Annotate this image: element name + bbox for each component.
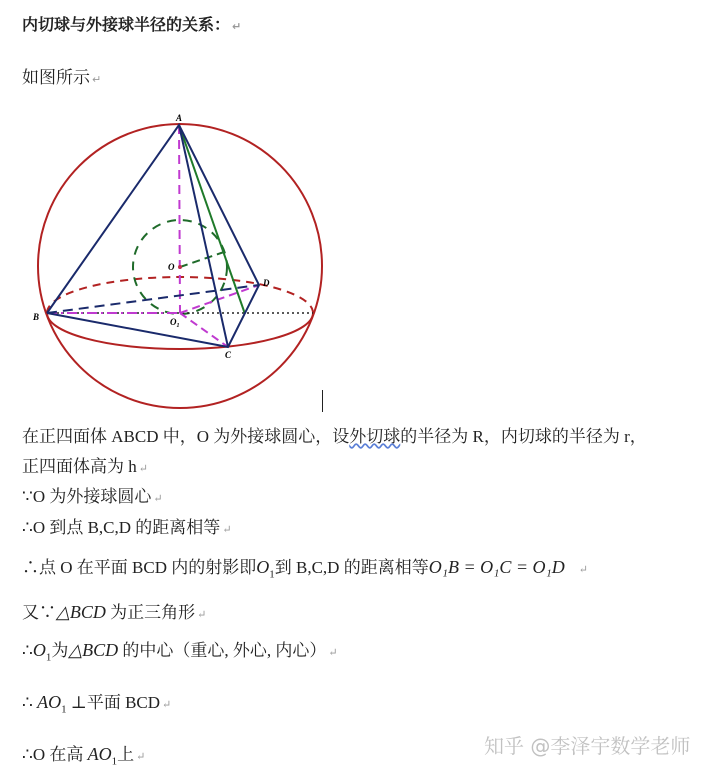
line-4: ∴O 到点 B,C,D 的距离相等 ↵ (22, 518, 232, 537)
equator-front (47, 313, 313, 349)
line-3: ∵O 为外接球圆心 ↵ (22, 487, 163, 506)
label-O: O (168, 262, 175, 272)
inradius (180, 252, 224, 267)
text-cursor (322, 390, 323, 412)
equation: O₁B = O₁C = O₁D (428, 557, 565, 577)
watermark: 知乎 @李泽宇数学老师 (484, 734, 691, 758)
edge-BD (47, 285, 259, 313)
label-O1: $O_1$ (170, 317, 180, 329)
label-D: D (263, 278, 270, 288)
label-A: A (176, 113, 183, 123)
line-1: 在正四面体 ABCD 中，O 为外接球圆心，设外切球的半径为 R，内切球的半径为 r， (22, 427, 647, 446)
line-9: ∴O 在高 $AO_1$上 ↵ (22, 744, 146, 768)
line-5: ∴点 O 在平面 BCD 内的射影即$O_1$到 B,C,D 的距离相等O₁B = O₁C = O₁D ↵ (22, 557, 588, 581)
label-C: C (225, 350, 232, 360)
label-B: B (33, 312, 40, 322)
line-6: 又∵△BCD 为正三角形 ↵ (22, 602, 207, 622)
line-8: ∴ $AO_1$ ⊥平面 BCD ↵ (22, 692, 172, 716)
section-title: 内切球与外接球半径的关系： ↵ (22, 15, 242, 34)
tetrahedron-sphere-diagram (0, 100, 340, 420)
slant-height (179, 125, 245, 314)
intro-text: 如图所示 ↵ (22, 68, 102, 88)
height-AO1 (179, 125, 180, 313)
line-7: $\therefore O_1$为△BCD 的中心（重心, 外心, 内心） ↵ (22, 640, 338, 664)
line-2: 正四面体高为 h ↵ (22, 457, 148, 476)
